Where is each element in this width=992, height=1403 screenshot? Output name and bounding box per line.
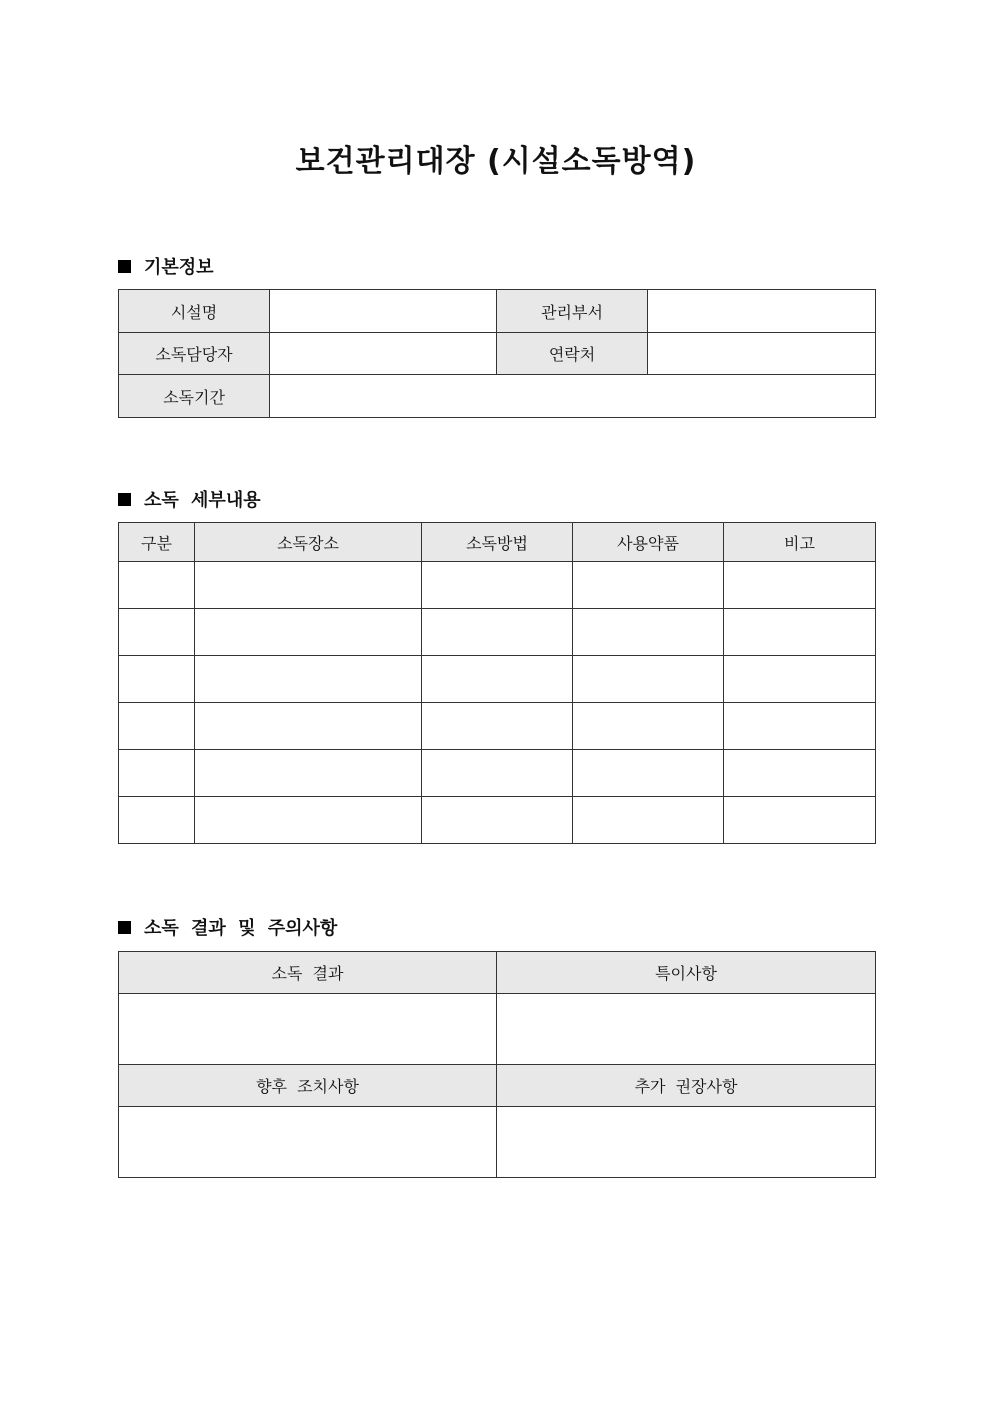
department-field[interactable] — [648, 290, 876, 333]
label-department: 관리부서 — [497, 290, 648, 333]
basic-info-table — [118, 289, 876, 418]
label-contact: 연락처 — [497, 333, 648, 375]
table-cell[interactable] — [195, 562, 422, 609]
table-row — [119, 797, 876, 844]
column-header: 소독방법 — [422, 523, 573, 562]
label-text: 소독 결과 — [271, 964, 344, 983]
table-cell[interactable] — [724, 797, 876, 844]
table-cell[interactable] — [195, 797, 422, 844]
table-row — [119, 703, 876, 750]
recommend-field[interactable] — [497, 1107, 876, 1178]
label-followup — [119, 1065, 497, 1107]
result-field[interactable] — [119, 994, 497, 1065]
table-cell[interactable] — [422, 750, 573, 797]
contact-field[interactable] — [648, 333, 876, 375]
table-cell[interactable] — [573, 656, 724, 703]
label-text: 추가 권장사항 — [634, 1077, 738, 1096]
label-period: 소독기간 — [119, 375, 270, 418]
table-cell[interactable] — [724, 750, 876, 797]
table-cell[interactable] — [724, 609, 876, 656]
section-title: 소독 세부내용 — [144, 490, 261, 511]
page-title: 보건관리대장 (시설소독방역) — [295, 144, 697, 179]
table-cell[interactable] — [119, 656, 195, 703]
table-cell[interactable] — [422, 609, 573, 656]
section-heading-results — [118, 914, 337, 940]
column-header: 사용약품 — [573, 523, 724, 562]
period-field[interactable] — [270, 375, 876, 418]
table-cell[interactable] — [119, 562, 195, 609]
table-cell[interactable] — [422, 703, 573, 750]
details-header-row — [119, 523, 876, 562]
table-cell[interactable] — [573, 750, 724, 797]
square-bullet-icon — [118, 260, 131, 273]
table-cell[interactable] — [573, 703, 724, 750]
table-cell[interactable] — [573, 562, 724, 609]
facility-field[interactable] — [270, 290, 497, 333]
table-cell[interactable] — [195, 609, 422, 656]
table-row — [119, 750, 876, 797]
column-header: 소독장소 — [195, 523, 422, 562]
table-cell[interactable] — [573, 797, 724, 844]
table-row — [119, 562, 876, 609]
section-heading-basic — [118, 253, 214, 279]
manager-field[interactable] — [270, 333, 497, 375]
table-cell[interactable] — [195, 703, 422, 750]
table-cell[interactable] — [573, 609, 724, 656]
table-cell[interactable] — [119, 703, 195, 750]
table-cell[interactable] — [422, 562, 573, 609]
label-result — [119, 952, 497, 994]
table-cell[interactable] — [724, 703, 876, 750]
table-cell[interactable] — [119, 750, 195, 797]
table-cell[interactable] — [195, 656, 422, 703]
table-row — [119, 656, 876, 703]
label-recommend — [497, 1065, 876, 1107]
square-bullet-icon — [118, 493, 131, 506]
table-cell[interactable] — [422, 797, 573, 844]
label-text: 향후 조치사항 — [256, 1077, 359, 1096]
section-title: 기본정보 — [144, 257, 214, 278]
details-table — [118, 522, 876, 844]
notes-field[interactable] — [497, 994, 876, 1065]
table-cell[interactable] — [724, 562, 876, 609]
table-cell[interactable] — [724, 656, 876, 703]
label-facility: 시설명 — [119, 290, 270, 333]
label-notes — [497, 952, 876, 994]
section-title: 소독 결과 및 주의사항 — [144, 918, 338, 939]
table-cell[interactable] — [119, 609, 195, 656]
table-cell[interactable] — [422, 656, 573, 703]
label-manager: 소독담당자 — [119, 333, 270, 375]
results-table — [118, 951, 876, 1178]
column-header: 구분 — [119, 523, 195, 562]
followup-field[interactable] — [119, 1107, 497, 1178]
table-row — [119, 609, 876, 656]
square-bullet-icon — [118, 921, 131, 934]
label-text: 특이사항 — [655, 964, 717, 983]
table-cell[interactable] — [119, 797, 195, 844]
table-cell[interactable] — [195, 750, 422, 797]
column-header: 비고 — [724, 523, 876, 562]
section-heading-details — [118, 486, 261, 512]
